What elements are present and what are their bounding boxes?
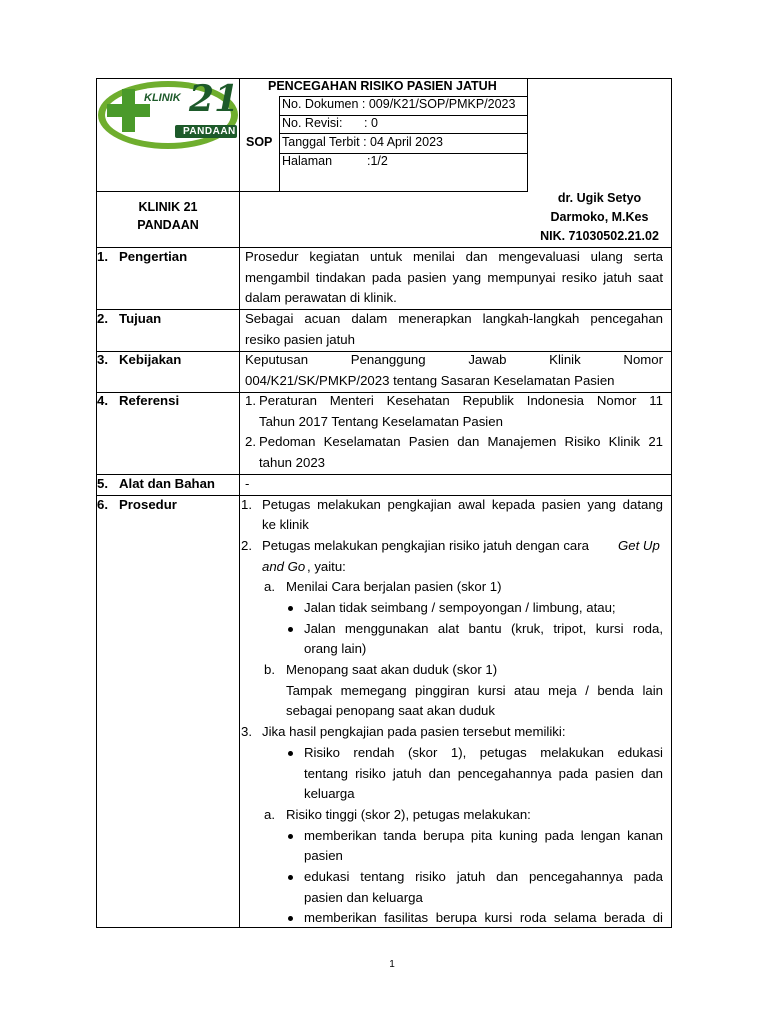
section-label-referensi: Referensi: [119, 393, 180, 408]
signer-line3: NIK. 71030502.21.02: [540, 229, 659, 243]
halaman-value: :1/2: [367, 154, 388, 168]
prosedur-italic-term: and Go: [262, 559, 306, 574]
section-label-prosedur: Prosedur: [119, 497, 177, 512]
document-title: PENCEGAHAN RISIKO PASIEN JATUH: [268, 79, 497, 93]
no-revisi-label: No. Revisi:: [282, 116, 343, 130]
prosedur-step-number: 3.: [241, 724, 252, 739]
prosedur-bullet-line: Jalan menggunakan alat bantu (kruk, tripot, kursi roda,: [304, 621, 663, 636]
prosedur-step-line: Jika hasil pengkajian pada pasien tersebut memiliki:: [262, 724, 566, 739]
section-number: 4.: [97, 393, 108, 408]
signer-line2: Darmoko, M.Kes: [550, 210, 649, 224]
section-number: 2.: [97, 311, 108, 326]
bullet-icon: [288, 875, 293, 880]
clinic-logo: [97, 80, 239, 152]
sop-label: SOP: [246, 135, 273, 149]
pengertian-line: dalam perawatan di klinik.: [245, 290, 397, 305]
prosedur-sub-letter: b.: [264, 662, 275, 677]
prosedur-bullet-line: keluarga: [304, 786, 355, 801]
referensi-item-line: Tahun 2017 Tentang Keselamatan Pasien: [259, 414, 503, 429]
alat-value: -: [245, 476, 250, 491]
prosedur-bullet-line: pasien: [304, 848, 343, 863]
referensi-item-line: Pedoman Keselamatan Pasien dan Manajemen Risiko Klinik 21: [259, 434, 663, 449]
prosedur-step-number: 1.: [241, 497, 252, 512]
prosedur-sub-line: sebagai penopang saat akan duduk: [286, 703, 495, 718]
prosedur-step-number: 2.: [241, 538, 252, 553]
prosedur-bullet-line: Risiko rendah (skor 1), petugas melakukan edukasi: [304, 745, 663, 760]
no-revisi-value: : 0: [364, 116, 378, 130]
logo-number: 21: [189, 78, 240, 120]
section-label-kebijakan: Kebijakan: [119, 352, 182, 367]
referensi-item-line: tahun 2023: [259, 455, 326, 470]
bullet-icon: [288, 606, 293, 611]
tujuan-line: Sebagai acuan dalam menerapkan langkah-langkah pencegahan: [245, 311, 663, 326]
prosedur-sub-letter: a.: [264, 579, 275, 594]
pengertian-line: Prosedur kegiatan untuk menilai dan mengevaluasi ulang serta: [245, 249, 663, 264]
prosedur-bullet-line: tentang risiko jatuh dan pencegahannya pada pasien dan: [304, 766, 663, 781]
prosedur-bullet-line: edukasi tentang risiko jatuh dan pencegahannya pada: [304, 869, 663, 884]
section-number: 6.: [97, 497, 108, 512]
logo-bottom-text: PANDAAN: [183, 126, 236, 137]
signer-line1: dr. Ugik Setyo: [557, 191, 642, 205]
section-label-pengertian: Pengertian: [119, 249, 188, 264]
clinic-name-line2: PANDAAN: [137, 218, 199, 232]
bullet-icon: [288, 751, 293, 756]
prosedur-step-line: Petugas melakukan pengkajian risiko jatuh dengan cara: [262, 538, 589, 553]
referensi-item-number: 2.: [245, 434, 256, 449]
bullet-icon: [288, 916, 293, 921]
no-dokumen: No. Dokumen : 009/K21/SOP/PMKP/2023: [282, 97, 516, 111]
logo-top-text: KLINIK: [144, 92, 181, 104]
bullet-icon: [288, 627, 293, 632]
section-label-tujuan: Tujuan: [119, 311, 162, 326]
section-number: 5.: [97, 476, 108, 491]
prosedur-sub-line: Risiko tinggi (skor 2), petugas melakukan:: [286, 807, 531, 822]
halaman-label: Halaman: [282, 154, 333, 168]
prosedur-bullet-line: orang lain): [304, 641, 367, 656]
kebijakan-line: Keputusan Penanggung Jawab Klinik Nomor: [245, 352, 663, 367]
pengertian-line: mengambil tindakan pada pasien yang mempunyai resiko jatuh saat: [245, 270, 663, 285]
tujuan-line: resiko pasien jatuh: [245, 332, 355, 347]
prosedur-sub-line: Menilai Cara berjalan pasien (skor 1): [286, 579, 502, 594]
section-number: 1.: [97, 249, 108, 264]
prosedur-bullet-line: Jalan tidak seimbang / sempoyongan / limbung, atau;: [304, 600, 616, 615]
prosedur-italic-term: Get Up: [618, 538, 660, 553]
prosedur-step-line: , yaitu:: [307, 559, 346, 574]
bullet-icon: [288, 834, 293, 839]
referensi-item-line: Peraturan Menteri Kesehatan Republik Indonesia Nomor 11: [259, 393, 663, 408]
prosedur-bullet-line: memberikan tanda berupa pita kuning pada lengan kanan: [304, 828, 663, 843]
section-number: 3.: [97, 352, 108, 367]
prosedur-sub-line: Menopang saat akan duduk (skor 1): [286, 662, 498, 677]
prosedur-step-line: ke klinik: [262, 517, 309, 532]
prosedur-sub-letter: a.: [264, 807, 275, 822]
tanggal-terbit: Tanggal Terbit : 04 April 2023: [282, 135, 443, 149]
section-label-alat: Alat dan Bahan: [119, 476, 215, 491]
kebijakan-line: 004/K21/SK/PMKP/2023 tentang Sasaran Keselamatan Pasien: [245, 373, 615, 388]
page-number: 1: [389, 959, 395, 970]
prosedur-step-line: Petugas melakukan pengkajian awal kepada pasien yang datang: [262, 497, 663, 512]
referensi-item-number: 1.: [245, 393, 256, 408]
prosedur-bullet-line: pasien dan keluarga: [304, 890, 423, 905]
prosedur-bullet-line: memberikan fasilitas berupa kursi roda selama berada di: [304, 910, 663, 925]
clinic-name-line1: KLINIK 21: [138, 200, 198, 214]
prosedur-sub-line: Tampak memegang pinggiran kursi atau meja / benda lain: [286, 683, 663, 698]
